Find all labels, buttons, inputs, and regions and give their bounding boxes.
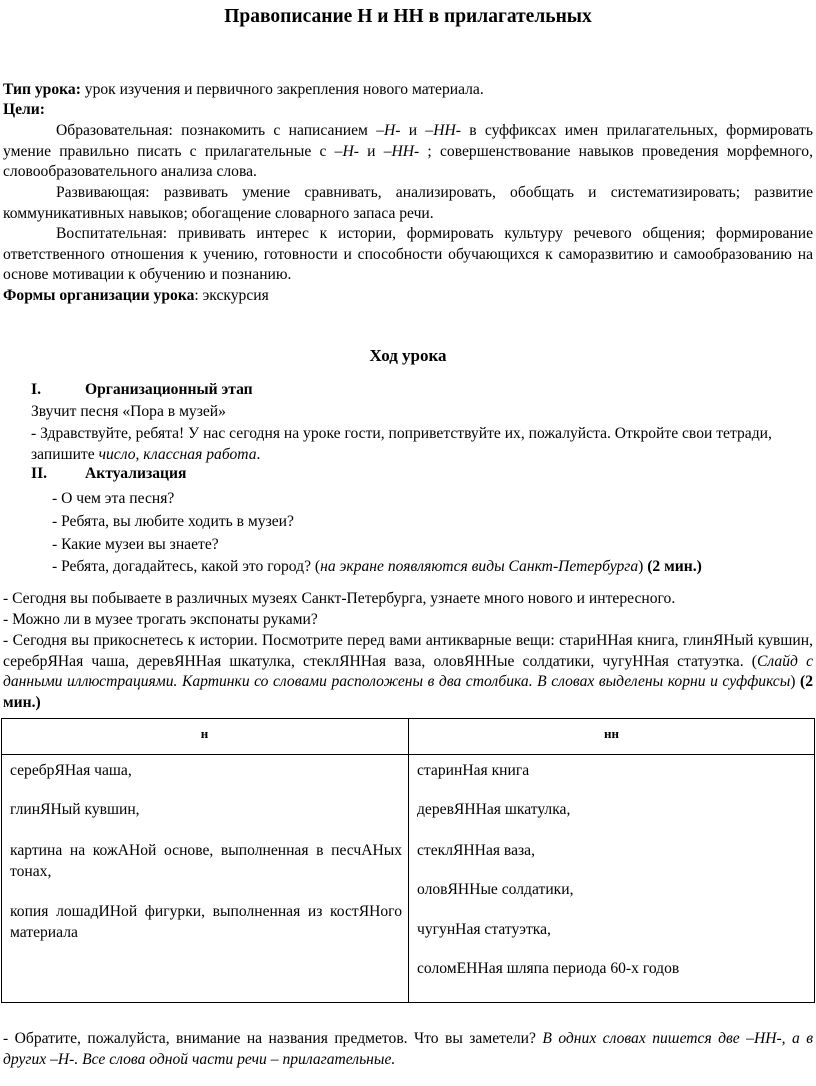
table-cell-left-3: картина на кожАНой основе, выполненная в песчАНых тонах, [10, 842, 402, 880]
greeting-italic: число, классная работа [98, 446, 257, 463]
lesson-type-text: урок изучения и первичного закрепления нового материала. [80, 81, 484, 98]
stage-1-song: Звучит песня «Пора в музей» [31, 403, 226, 420]
table-cell-right-4: оловЯННые солдатики, [417, 881, 574, 898]
stage-1-number: I. [31, 381, 41, 398]
paragraph-touch: - Можно ли в музее трогать экспонаты руками? [3, 611, 318, 628]
table-border-right [814, 718, 815, 1003]
goal-educational-text-2: и [400, 122, 426, 139]
goal-educational-text-1: Образовательная: познакомить с написанием [56, 122, 377, 139]
stage-1-title: Организационный этап [85, 381, 253, 398]
goal-educational [3, 121, 813, 183]
stage-1-greeting [31, 423, 815, 465]
course-title: Ход урока [369, 346, 447, 365]
paragraph-history [3, 631, 813, 713]
table-cell-left-2: глинЯНый кувшин, [10, 801, 140, 818]
stage-2-number: II. [31, 465, 48, 482]
table-column-divider [408, 718, 409, 1003]
history-close: ) [790, 673, 800, 691]
history-text: - Сегодня вы прикоснетесь к истории. Посмотрите перед вами антикварные вещи: стариННая книга, глинЯНый кувшин, серебрЯНая чаша, деревЯННая шкатулка, стеклЯННая ваза, оловЯННые солдатики, чугуННая статуэтка. ( [3, 632, 813, 670]
goal-educational-suffix-1: –Н- [376, 122, 401, 139]
table-cell-right-1: старинНая книга [417, 762, 530, 779]
question-2: - Ребята, вы любите ходить в музеи? [52, 513, 294, 530]
document-title: Правописание Н и НН в прилагательных [224, 6, 592, 27]
greeting-end: . [256, 446, 261, 463]
question-4-text: - Ребята, догадайтесь, какой это город? ( [52, 558, 321, 575]
goal-educational-text-3: в суффиксах имен прилагательных, формировать умение правильно писать с прилагательные с [3, 122, 813, 160]
question-1: - О чем эта песня? [52, 490, 175, 507]
question-4-time: (2 мин.) [647, 558, 702, 575]
table-cell-right-6: соломЕННая шляпа периода 60-х годов [417, 960, 680, 977]
stage-2-title: Актуализация [85, 465, 187, 482]
final-italic: В одних словах пишется две –НН-, а в других –Н-. Все слова одной части речи – прилагательные. [3, 1030, 814, 1068]
question-3: - Какие музеи вы знаете? [52, 536, 219, 553]
lesson-type-label: Тип урока: [3, 81, 81, 98]
table-header-nn: нн [604, 726, 619, 741]
paragraph-museums: - Сегодня вы побываете в различных музеях Санкт-Петербурга, узнаете много нового и интересного. [3, 590, 676, 607]
final-text: - Обратите, пожалуйста, внимание на названия предметов. Что вы заметели? [3, 1030, 543, 1047]
table-cell-left-4: копия лошадИНой фигурки, выполненная из костЯНого материала [10, 903, 402, 941]
question-4 [52, 557, 816, 578]
goal-upbringing: Воспитательная: прививать интерес к истории, формировать культуру речевого общения; формирование ответственного отношения к учению, готовности и способности обучающихся к саморазвитию и самообразованию на основе мотивации к обучению и познанию. [3, 225, 813, 284]
goal-educational-suffix-4: –НН- [383, 142, 420, 160]
lesson-forms-label: Формы организации урока [3, 287, 195, 304]
paragraph-final [3, 1029, 813, 1070]
goals-label: Цели: [3, 101, 45, 118]
question-4-close: ) [638, 558, 648, 575]
lesson-forms [3, 286, 813, 307]
greeting-text: - Здравствуйте, ребята! У нас сегодня на уроке гости, поприветствуйте их, пожалуйста. Откройте свои тетради, запишите [31, 425, 772, 463]
history-italic: Слайд с данными иллюстрациями. Картинки со словами расположены в два столбика. В словах выделены корни и суффиксы [3, 652, 813, 691]
table-header-n: н [200, 726, 209, 741]
goal-educational-text-5: ; совершенствование навыков проведения морфемного, словообразовательного анализа слова. [3, 142, 813, 181]
question-4-italic: на экране появляются виды Санкт-Петербурга [320, 558, 639, 575]
table-cell-right-5: чугунНая статуэтка, [417, 921, 551, 938]
goal-educational-text-4: и [358, 142, 384, 160]
table-border-left [1, 718, 2, 1003]
goal-educational-suffix-2: –НН- [425, 122, 461, 139]
goal-educational-suffix-3: –Н- [334, 142, 359, 160]
table-cell-right-3: стеклЯННая ваза, [417, 842, 535, 859]
table-cell-right-2: деревЯННая шкатулка, [417, 801, 571, 818]
lesson-type [3, 80, 813, 101]
history-time: (2 мин.) [3, 673, 813, 711]
words-table [1, 718, 815, 1003]
table-cell-left-1: серебрЯНая чаша, [10, 762, 132, 779]
lesson-forms-text: : экскурсия [194, 287, 269, 304]
goal-developing: Развивающая: развивать умение сравнивать, анализировать, обобщать и систематизировать; развитие коммуникативных навыков; обогащение словарного запаса речи. [3, 184, 813, 222]
